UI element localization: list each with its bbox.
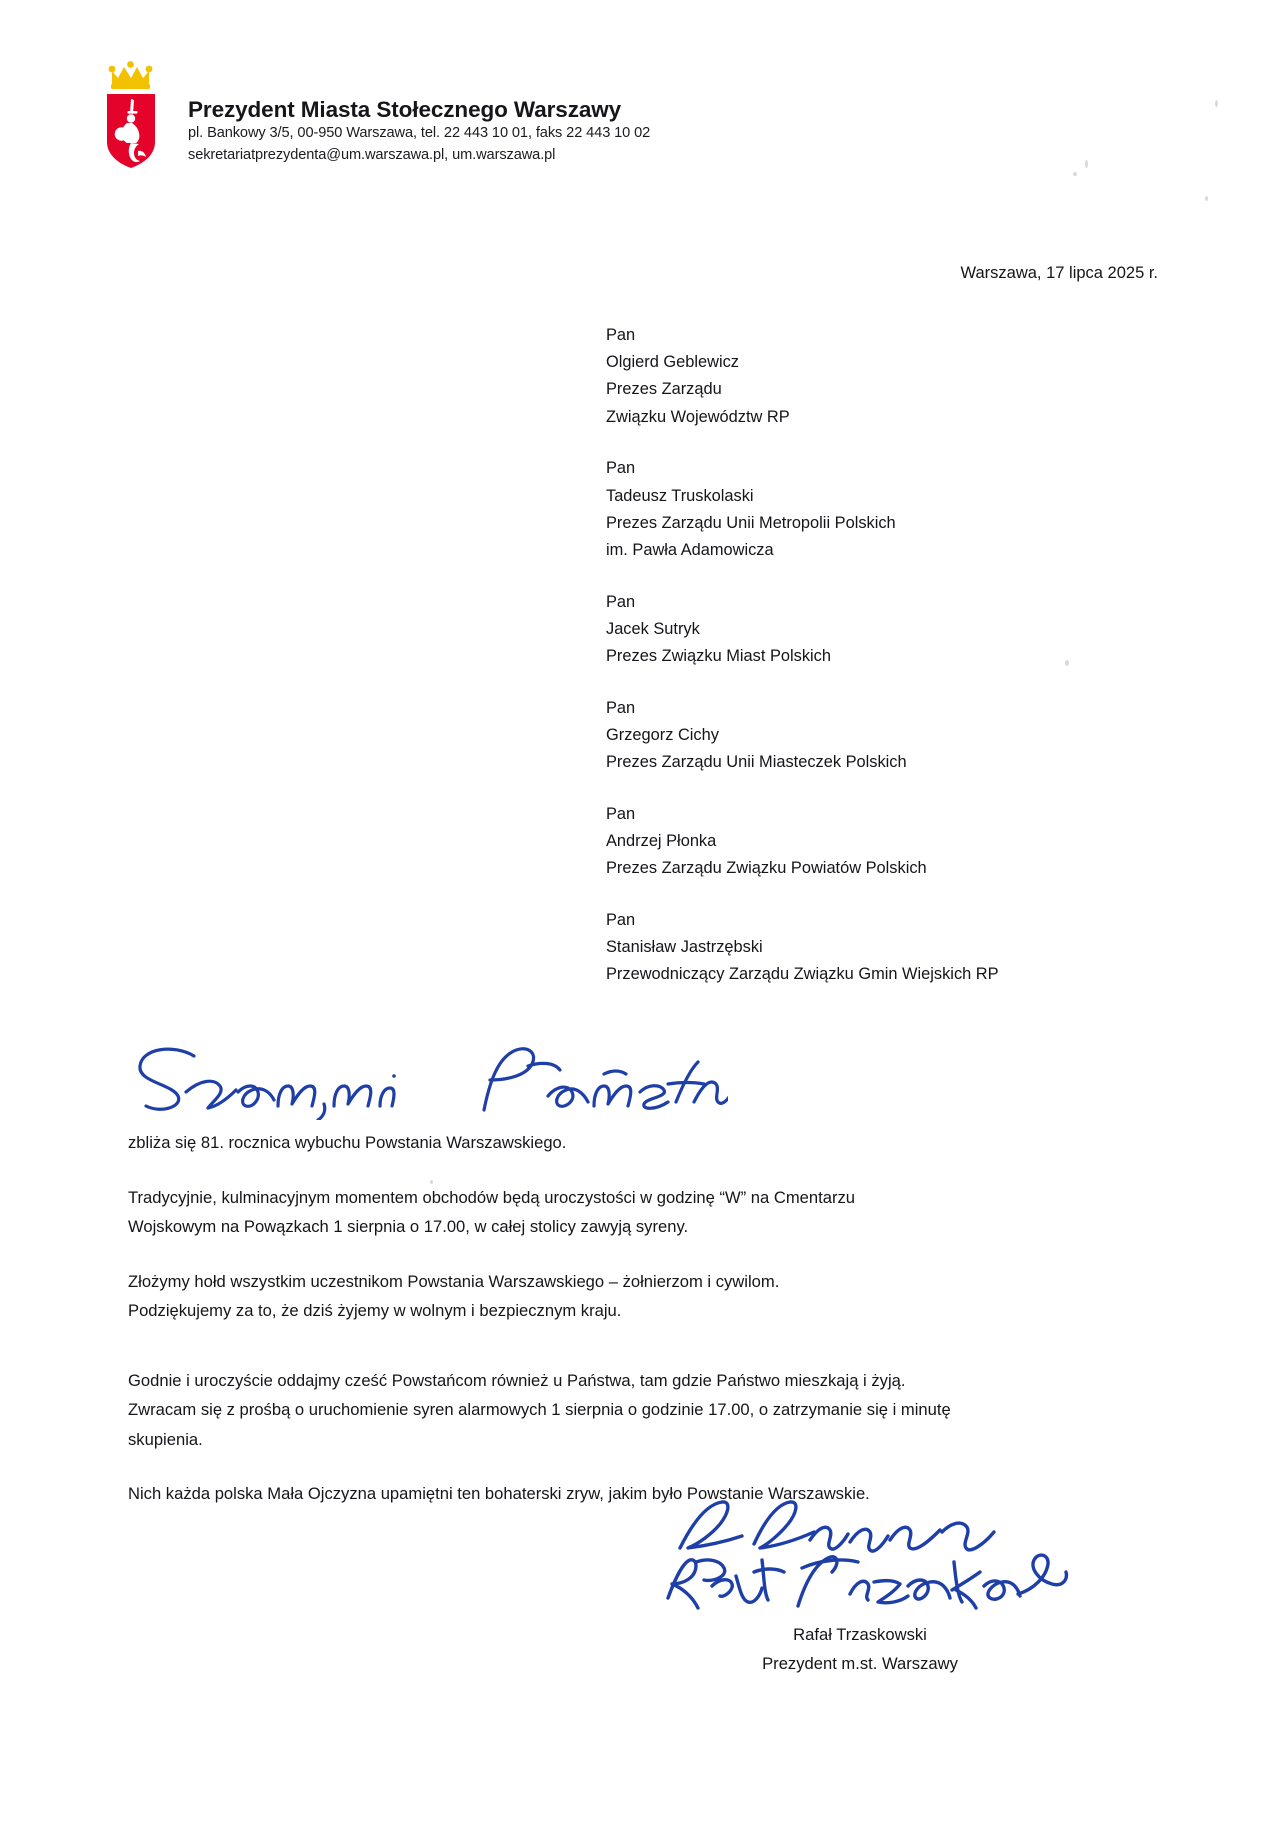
- body-paragraph-3: [128, 1267, 1158, 1326]
- addressee-honorific: Pan: [606, 804, 636, 823]
- addressee-line4: im. Pawła Adamowicza: [606, 540, 774, 559]
- body-paragraph-3-line-2: Podziękujemy za to, że dziś żyjemy w wolnym i bezpiecznym kraju.: [128, 1301, 622, 1320]
- addressee-line3: Prezes Zarządu: [606, 380, 722, 399]
- addressee-line3: Prezes Związku Miast Polskich: [606, 647, 831, 666]
- body-paragraph-2: [128, 1183, 1158, 1242]
- letterhead-address: pl. Bankowy 3/5, 00-950 Warszawa, tel. 22 443 10 01, faks 22 443 10 02: [188, 125, 651, 141]
- body-paragraph-5: Nich każda polska Mała Ojczyzna upamiętni ten bohaterski zryw, jakim było Powstanie Warszawskie.: [128, 1484, 870, 1503]
- warsaw-mermaid-crest-icon: [100, 58, 162, 170]
- addressee-name: Andrzej Płonka: [606, 832, 717, 851]
- addressee-block: [606, 695, 1206, 777]
- addressee-honorific: Pan: [606, 592, 636, 611]
- handwritten-signature: [640, 1498, 1080, 1618]
- addressee-honorific: Pan: [606, 326, 636, 344]
- signature-name: Rafał Trzaskowski: [793, 1625, 927, 1644]
- scan-speck: [430, 1180, 433, 1184]
- addressee-line3: Prezes Zarządu Unii Metropolii Polskich: [606, 513, 896, 532]
- addressee-honorific: Pan: [606, 698, 636, 717]
- signature-role: Prezydent m.st. Warszawy: [762, 1654, 958, 1673]
- scan-speck: [1205, 196, 1208, 201]
- scan-speck: [1085, 160, 1088, 168]
- body-paragraph-4: [128, 1366, 1158, 1455]
- body-paragraph-2-line-1: Tradycyjnie, kulminacyjnym momentem obchodów będą uroczystości w godzinę “W” na Cmentarzu: [128, 1187, 856, 1207]
- scan-speck: [1065, 660, 1069, 666]
- addressee-name: Tadeusz Truskolaski: [606, 486, 754, 505]
- addressee-line4: Związku Województw RP: [606, 407, 790, 426]
- addressee-line3: Prezes Zarządu Unii Miasteczek Polskich: [606, 753, 907, 772]
- scan-speck: [1215, 100, 1218, 107]
- addressee-line3: Prezes Zarządu Związku Powiatów Polskich: [606, 859, 927, 878]
- addressee-honorific: Pan: [606, 910, 636, 929]
- addressee-list: [606, 322, 1206, 1013]
- addressee-name: Stanisław Jastrzębski: [606, 938, 763, 957]
- body-paragraph-3-line-1: Złożymy hołd wszystkim uczestnikom Powstania Warszawskiego – żołnierzom i cywilom.: [128, 1271, 780, 1291]
- body-paragraph-2-line-2: Wojskowym na Powązkach 1 sierpnia o 17.00, w całej stolicy zawyją syreny.: [128, 1217, 689, 1236]
- addressee-block: [606, 455, 1206, 564]
- letterhead: [100, 58, 650, 170]
- body-paragraph-4-line-1: Godnie i uroczyście oddajmy cześć Powstańcom również u Państwa, tam gdzie Państwo mieszkają i żyją.: [128, 1370, 906, 1390]
- date-line: Warszawa, 17 lipca 2025 r.: [960, 264, 1158, 282]
- body-paragraph-4-line-3: skupienia.: [128, 1429, 203, 1449]
- addressee-name: Grzegorz Cichy: [606, 725, 719, 744]
- handwritten-salutation: [128, 1040, 728, 1120]
- addressee-block: [606, 322, 1206, 431]
- body-paragraph-4-line-2: Zwracam się z prośbą o uruchomienie syren alarmowych 1 sierpnia o godzinie 17.00, o zatrzymanie się i minutę: [128, 1400, 951, 1419]
- addressee-block: [606, 589, 1206, 671]
- letter-body: [128, 1128, 1158, 1534]
- body-paragraph-1: zbliża się 81. rocznica wybuchu Powstania Warszawskiego.: [128, 1133, 567, 1152]
- addressee-block: [606, 907, 1206, 989]
- addressee-name: Olgierd Geblewicz: [606, 353, 739, 372]
- addressee-line3: Przewodniczący Zarządu Związku Gmin Wiejskich RP: [606, 965, 999, 984]
- addressee-block: [606, 801, 1206, 883]
- letterhead-title: Prezydent Miasta Stołecznego Warszawy: [188, 97, 622, 122]
- letterhead-text: [188, 58, 650, 167]
- addressee-honorific: Pan: [606, 459, 636, 478]
- scan-speck: [1073, 172, 1077, 176]
- addressee-name: Jacek Sutryk: [606, 619, 700, 638]
- signature-area: [640, 1498, 1080, 1678]
- letterhead-contact: sekretariatprezydenta@um.warszawa.pl, um.warszawa.pl: [188, 146, 556, 163]
